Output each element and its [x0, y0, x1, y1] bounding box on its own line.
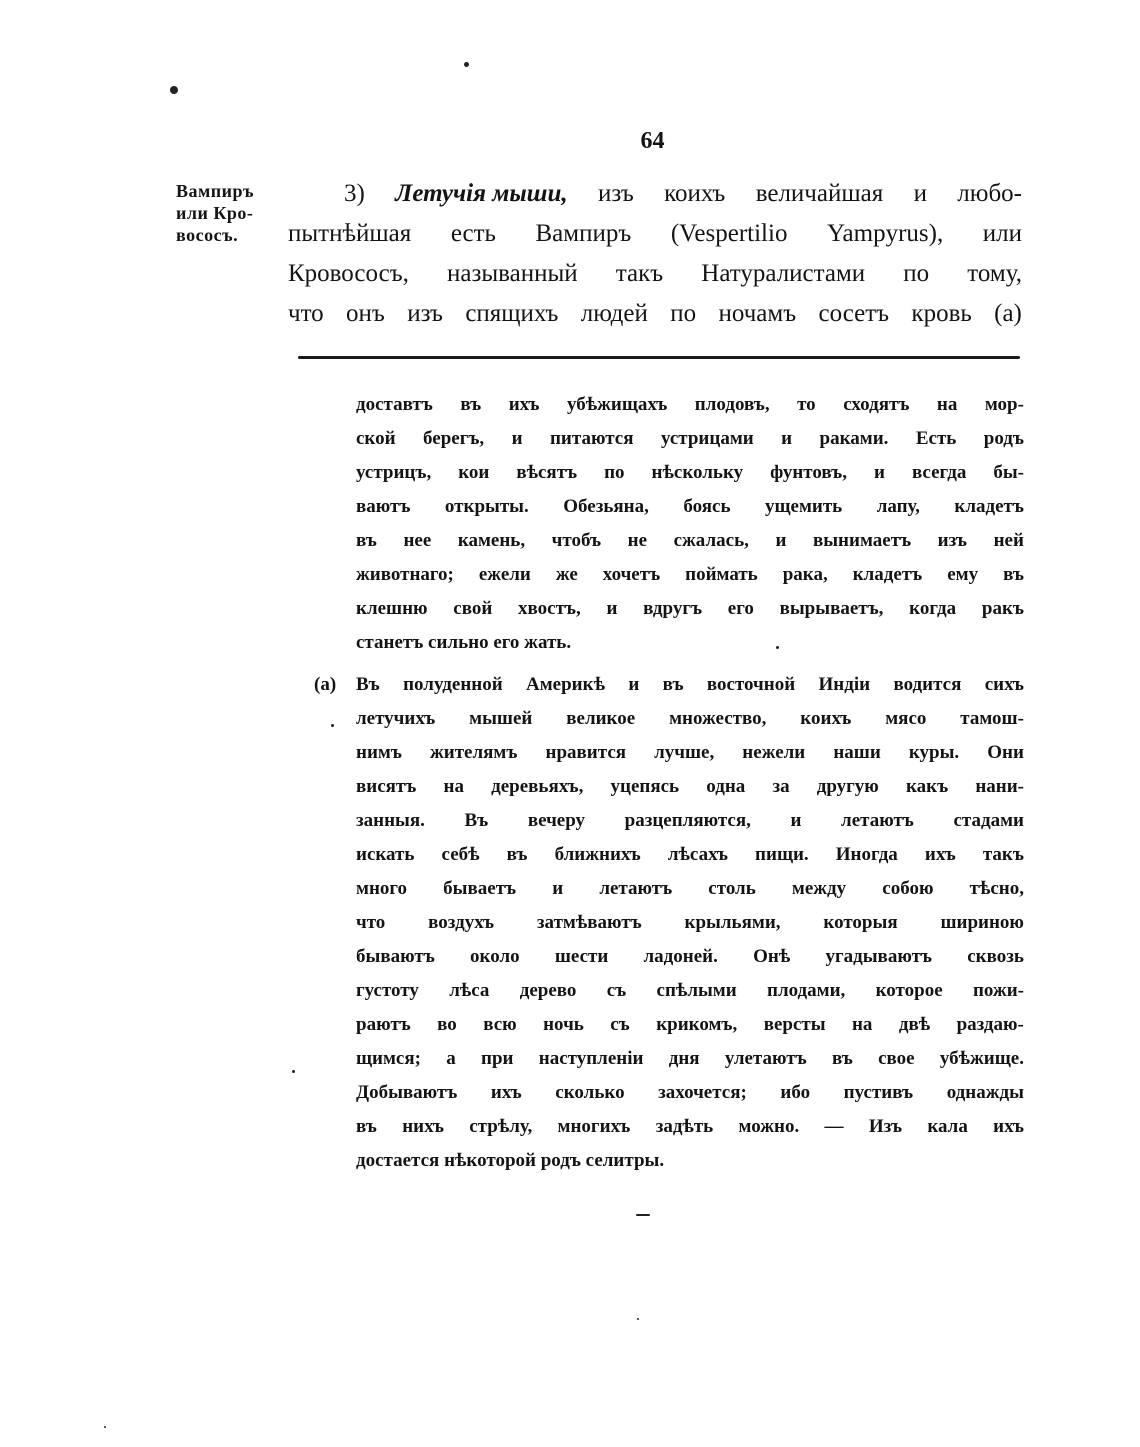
word: летаютъ	[841, 810, 914, 831]
word: кои	[458, 462, 490, 483]
word: ему	[947, 564, 979, 585]
footnote-line	[356, 872, 1024, 906]
word: множество,	[669, 708, 767, 729]
footnote-line	[356, 592, 1024, 626]
word: Въ	[356, 674, 380, 695]
word: же	[555, 564, 578, 585]
word: въ	[1003, 564, 1024, 585]
word: сходятъ	[843, 394, 910, 415]
word: занныя.	[356, 810, 425, 831]
word: что	[356, 912, 386, 933]
word: во	[437, 1014, 457, 1035]
word: наши	[833, 742, 881, 763]
word: когда	[909, 598, 957, 619]
word: и	[511, 428, 523, 449]
word: сквозь	[967, 946, 1024, 967]
margin-note-line: Вампиръ	[176, 181, 255, 201]
text-line	[288, 214, 1022, 254]
word: ихъ	[508, 394, 540, 415]
word: бываютъ	[356, 946, 435, 967]
word: столь	[708, 878, 756, 899]
word: ракъ	[981, 598, 1024, 619]
word: нее	[403, 530, 432, 551]
word: другую	[816, 776, 879, 797]
footnote-line	[356, 524, 1024, 558]
footnote-line	[356, 668, 1024, 702]
word: Кровососъ,	[288, 260, 409, 287]
word: людей	[580, 300, 648, 327]
word: изъ	[407, 300, 443, 327]
word: себѣ	[441, 844, 480, 865]
word: тѣсно,	[969, 878, 1024, 899]
print-speck	[104, 1426, 106, 1428]
word: раками.	[819, 428, 889, 449]
word: хочетъ	[602, 564, 661, 585]
word: многихъ	[557, 1116, 631, 1137]
word: а	[446, 1048, 456, 1069]
word: называнный	[447, 260, 578, 287]
word: наступленіи	[538, 1048, 644, 1069]
word: такъ	[615, 260, 664, 287]
word: тому,	[967, 260, 1022, 287]
print-speck	[637, 1318, 639, 1320]
word: около	[470, 946, 520, 967]
word: вечеру	[527, 810, 586, 831]
word: лѣса	[449, 980, 490, 1001]
word: вырываетъ,	[779, 598, 884, 619]
text-line	[288, 294, 1022, 334]
word: крикомъ,	[656, 1014, 738, 1035]
word: Есть	[915, 428, 957, 449]
footnote-line	[356, 1110, 1024, 1144]
word: мор-	[984, 394, 1024, 415]
word: между	[791, 878, 847, 899]
footnote-line: станетъ сильно его жать.	[356, 632, 572, 653]
word: ночь	[543, 1014, 584, 1035]
word: 3)	[344, 180, 365, 207]
word: ежели	[478, 564, 531, 585]
word: ваютъ	[356, 496, 411, 517]
print-speck	[464, 62, 469, 67]
word: свое	[878, 1048, 915, 1069]
word: въ	[662, 674, 684, 695]
word: въ	[506, 844, 528, 865]
footnote-line	[356, 558, 1024, 592]
word: не	[627, 530, 648, 551]
word: летучихъ	[356, 708, 436, 729]
word: кладетъ	[852, 564, 923, 585]
word: шириною	[940, 912, 1024, 933]
word: поймать	[685, 564, 758, 585]
word: устрицъ,	[356, 462, 432, 483]
word: или	[982, 220, 1022, 247]
word: ской	[356, 428, 396, 449]
word: спящихъ	[465, 300, 559, 327]
word: Онѣ	[753, 946, 791, 967]
word: убѣжищахъ	[567, 394, 668, 415]
word: плодами,	[767, 980, 846, 1001]
word: однажды	[946, 1082, 1024, 1103]
word: всегда	[911, 462, 967, 483]
italic-term: Летучія мыши,	[395, 180, 568, 207]
text-line	[288, 254, 1022, 294]
word: по	[604, 462, 625, 483]
word: то	[797, 394, 816, 415]
print-speck	[636, 1214, 650, 1216]
footnote-line	[356, 804, 1024, 838]
word: дня	[668, 1048, 700, 1069]
word: раздаю-	[956, 1014, 1024, 1035]
word: нравится	[545, 742, 627, 763]
word: пожи-	[972, 980, 1024, 1001]
word: густоту	[356, 980, 419, 1001]
word: Иногда	[835, 844, 898, 865]
word: какъ	[905, 776, 949, 797]
word: берегъ,	[423, 428, 485, 449]
word: на	[936, 394, 958, 415]
page-number: 64	[640, 128, 665, 154]
word: захочется;	[658, 1082, 747, 1103]
print-speck	[170, 86, 178, 94]
word: уцепясь	[610, 776, 680, 797]
word: пустивъ	[843, 1082, 914, 1103]
word: и	[874, 462, 885, 483]
word: изъ	[937, 530, 968, 551]
footnote-line	[356, 906, 1024, 940]
word: двѣ	[898, 1014, 931, 1035]
word: нани-	[975, 776, 1024, 797]
word: боясь	[683, 496, 731, 517]
word: вдругъ	[643, 598, 703, 619]
word: клешню	[356, 598, 428, 619]
word: кровь	[911, 300, 972, 327]
word: вѣсятъ	[516, 462, 578, 483]
word: что	[288, 300, 324, 327]
word: нѣскольку	[651, 462, 744, 483]
word: деревьяхъ,	[491, 776, 584, 797]
footnote-line	[356, 770, 1024, 804]
word: бы-	[993, 462, 1024, 483]
word: по	[670, 300, 697, 327]
word: ней	[993, 530, 1024, 551]
word: ихъ	[490, 1082, 522, 1103]
word: кладетъ	[954, 496, 1024, 517]
word: фунтовъ,	[770, 462, 848, 483]
word: изъ	[598, 180, 634, 207]
word: ночамъ	[718, 300, 797, 327]
word: ущемить	[764, 496, 843, 517]
word: свой	[453, 598, 493, 619]
word: и	[628, 674, 640, 695]
word: щимся;	[356, 1048, 421, 1069]
word: сколько	[555, 1082, 625, 1103]
word: улетаютъ	[724, 1048, 807, 1069]
word: его	[727, 598, 754, 619]
word: чтобъ	[551, 530, 602, 551]
word: водится	[893, 674, 962, 695]
word: шести	[554, 946, 609, 967]
word: Въ	[464, 810, 489, 831]
word: Yampyrus),	[826, 220, 944, 247]
word: доставтъ	[356, 394, 433, 415]
word: плодовъ,	[694, 394, 770, 415]
word: сжалась,	[673, 530, 749, 551]
word: искать	[356, 844, 415, 865]
word: при	[481, 1048, 514, 1069]
footnote-line	[356, 456, 1024, 490]
word: Вампиръ	[535, 220, 632, 247]
word: жителямъ	[430, 742, 518, 763]
footnote-line	[356, 1042, 1024, 1076]
word: и	[552, 878, 564, 899]
word: кала	[927, 1116, 968, 1137]
word: съ	[610, 1014, 630, 1035]
footnote-line	[356, 1076, 1024, 1110]
word: крыльями,	[684, 912, 781, 933]
word: ихъ	[924, 844, 956, 865]
word: великое	[566, 708, 636, 729]
word: нихъ	[402, 1116, 444, 1137]
word: разцепляются,	[624, 810, 751, 831]
word: въ	[460, 394, 482, 415]
word: въ	[831, 1048, 853, 1069]
word: Они	[987, 742, 1024, 763]
word: въ	[356, 1116, 377, 1137]
footnote-continued	[356, 388, 1024, 660]
word: (Vespertilio	[670, 220, 788, 247]
word: тамош-	[960, 708, 1024, 729]
footnote-line	[356, 422, 1024, 456]
word: Изъ	[868, 1116, 903, 1137]
footnote-line	[356, 702, 1024, 736]
word: и	[781, 428, 793, 449]
main-paragraph	[288, 174, 1022, 334]
word: ладоней.	[643, 946, 718, 967]
footnote-line	[356, 940, 1024, 974]
word: въ	[356, 530, 377, 551]
word: на	[851, 1014, 873, 1035]
word: и	[790, 810, 802, 831]
word: онъ	[346, 300, 385, 327]
word: Обезьяна,	[563, 496, 649, 517]
word: коихъ	[800, 708, 852, 729]
margin-note	[176, 180, 276, 246]
word: пытнѣйшая	[288, 220, 412, 247]
margin-note-line: вососъ.	[176, 225, 239, 245]
word: и	[913, 180, 927, 207]
word: хвостъ,	[518, 598, 581, 619]
word: такъ	[982, 844, 1024, 865]
print-speck	[292, 1070, 295, 1073]
word: Индіи	[818, 674, 871, 695]
word: затмѣваютъ	[536, 912, 642, 933]
word: ибо	[780, 1082, 811, 1103]
word: ихъ	[993, 1116, 1024, 1137]
footnote-line	[356, 490, 1024, 524]
word: любо-	[957, 180, 1022, 207]
word: по	[903, 260, 930, 287]
word: воздухъ	[428, 912, 495, 933]
word: стрѣлу,	[469, 1116, 533, 1137]
word: задѣть	[655, 1116, 714, 1137]
word: спѣлыми	[656, 980, 737, 1001]
word: (а)	[994, 300, 1022, 327]
word: нежели	[742, 742, 806, 763]
print-speck	[331, 724, 334, 727]
word: лапу,	[876, 496, 920, 517]
word: Добываютъ	[356, 1082, 458, 1103]
word: куры.	[908, 742, 960, 763]
word: камень,	[457, 530, 526, 551]
word: дерево	[519, 980, 577, 1001]
word: пищи.	[755, 844, 809, 865]
word: —	[824, 1116, 844, 1137]
word: и	[606, 598, 618, 619]
word: нимъ	[356, 742, 402, 763]
margin-note-line: или Кро-	[176, 203, 254, 223]
word: на	[443, 776, 464, 797]
footnote-separator-rule	[298, 356, 1020, 359]
word: есть	[450, 220, 496, 247]
footnote-line	[356, 388, 1024, 422]
word: висятъ	[356, 776, 417, 797]
footnote-a	[356, 668, 1024, 1178]
word: животнаго;	[356, 564, 454, 585]
word: родъ	[983, 428, 1024, 449]
word: величайшая	[755, 180, 884, 207]
word: и	[775, 530, 787, 551]
word: стадами	[953, 810, 1024, 831]
word: открыты.	[444, 496, 529, 517]
word: сихъ	[984, 674, 1024, 695]
word: лучше,	[654, 742, 715, 763]
word: собою	[882, 878, 934, 899]
word: ближнихъ	[554, 844, 641, 865]
word: летаютъ	[599, 878, 673, 899]
footnote-marker: (а)	[314, 674, 337, 695]
word: которое	[875, 980, 943, 1001]
word: версты	[763, 1014, 826, 1035]
word: мышей	[469, 708, 533, 729]
word: питаются	[549, 428, 634, 449]
word: одна	[706, 776, 746, 797]
word: коихъ	[664, 180, 726, 207]
footnote-line	[356, 1008, 1024, 1042]
footnote-line	[356, 838, 1024, 872]
word: лѣсахъ	[667, 844, 728, 865]
word: полуденной	[403, 674, 503, 695]
word: съ	[606, 980, 627, 1001]
word: убѣжище.	[939, 1048, 1024, 1069]
footnote-line	[356, 736, 1024, 770]
word: вынимаетъ	[812, 530, 912, 551]
word: Америкѣ	[526, 674, 605, 695]
word: за	[772, 776, 790, 797]
word: угадываютъ	[825, 946, 932, 967]
text-line	[288, 174, 1022, 214]
word: рака,	[782, 564, 828, 585]
word: восточной	[706, 674, 796, 695]
footnote-line	[356, 974, 1024, 1008]
word: можно.	[738, 1116, 800, 1137]
word: всю	[483, 1014, 517, 1035]
word: бываетъ	[443, 878, 517, 899]
word: много	[356, 878, 408, 899]
word: которыя	[823, 912, 898, 933]
word: раютъ	[356, 1014, 411, 1035]
word: мясо	[885, 708, 927, 729]
footnote-line: достается нѣкоторой родъ селитры.	[356, 1150, 665, 1171]
word: Натуралистами	[701, 260, 866, 287]
word: сосетъ	[818, 300, 890, 327]
word: устрицами	[660, 428, 754, 449]
